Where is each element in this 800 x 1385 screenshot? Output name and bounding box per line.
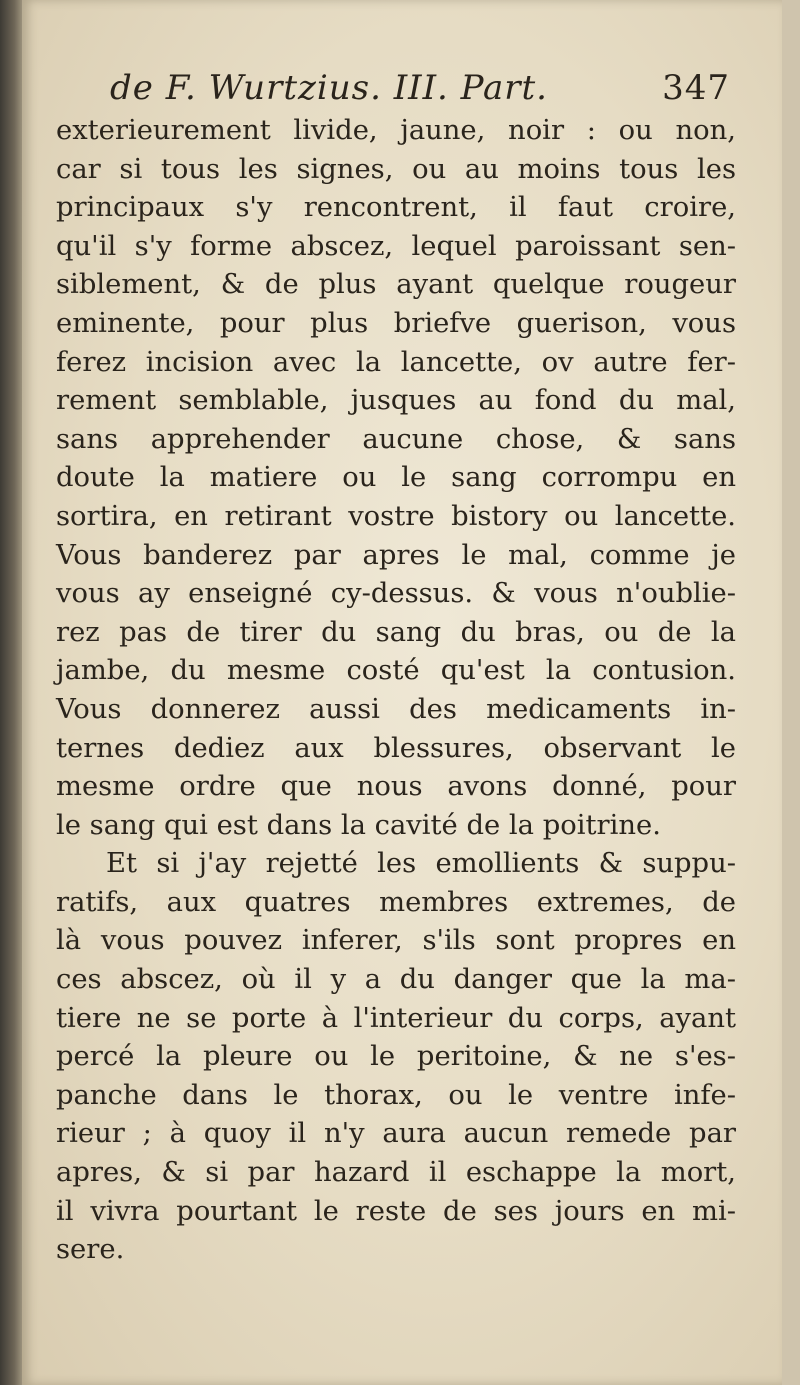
text-line: mesme ordre que nous avons donné, pour [56,771,736,803]
text-line: vous ay enseigné cy-dessus. & vous n'oublie- [56,578,736,610]
text-line: percé la pleure ou le peritoine, & ne s'es- [56,1041,736,1073]
running-title: de F. Wurtzius. III. Part. [110,68,548,108]
text-line: panche dans le thorax, ou le ventre infe- [56,1079,736,1111]
text-line: rez pas de tirer du sang du bras, ou de la [56,616,736,648]
text-line: ternes dediez aux blessures, observant le [56,732,736,764]
text-line: sortira, en retirant vostre bistory ou lancette. [56,500,736,532]
text-line: tiere ne se porte à l'interieur du corps, ayant [56,1002,736,1034]
text-line: rieur ; à quoy il n'y aura aucun remede par [56,1118,736,1150]
text-line: Vous donnerez aussi des medicaments in- [56,693,736,725]
text-line: ferez incision avec la lancette, ov autre fer- [56,346,736,378]
page-number: 347 [662,68,730,108]
text-line: jambe, du mesme costé qu'est la contusion. [56,655,736,687]
running-header [110,68,730,108]
text-line: car si tous les signes, ou au moins tous les [56,153,736,185]
text-line: rement semblable, jusques au fond du mal, [56,385,736,417]
text-line: ces abscez, où il y a du danger que la ma- [56,964,736,996]
text-line: là vous pouvez inferer, s'ils sont propres en [56,925,736,957]
text-line: il vivra pourtant le reste de ses jours en mi- [56,1195,736,1227]
body-text [56,112,736,1270]
text-line: eminente, pour plus briefve guerison, vous [56,307,736,339]
text-line: Vous banderez par apres le mal, comme je [56,539,736,571]
text-line: doute la matiere ou le sang corrompu en [56,462,736,494]
text-line: ratifs, aux quatres membres extremes, de [56,886,736,918]
text-line: Et si j'ay rejetté les emollients & suppu- [106,848,736,880]
text-line: le sang qui est dans la cavité de la poitrine. [56,809,661,841]
book-page [22,0,782,1385]
text-line: exterieurement livide, jaune, noir : ou non, [56,115,736,146]
text-line: sans apprehender aucune chose, & sans [56,423,736,455]
text-line: principaux s'y rencontrent, il faut croire, [56,192,736,224]
text-line: apres, & si par hazard il eschappe la mort, [56,1157,736,1189]
text-line: siblement, & de plus ayant quelque rougeur [56,269,736,301]
text-line: qu'il s'y forme abscez, lequel paroissant sen- [56,230,736,262]
text-line: sere. [56,1234,125,1266]
